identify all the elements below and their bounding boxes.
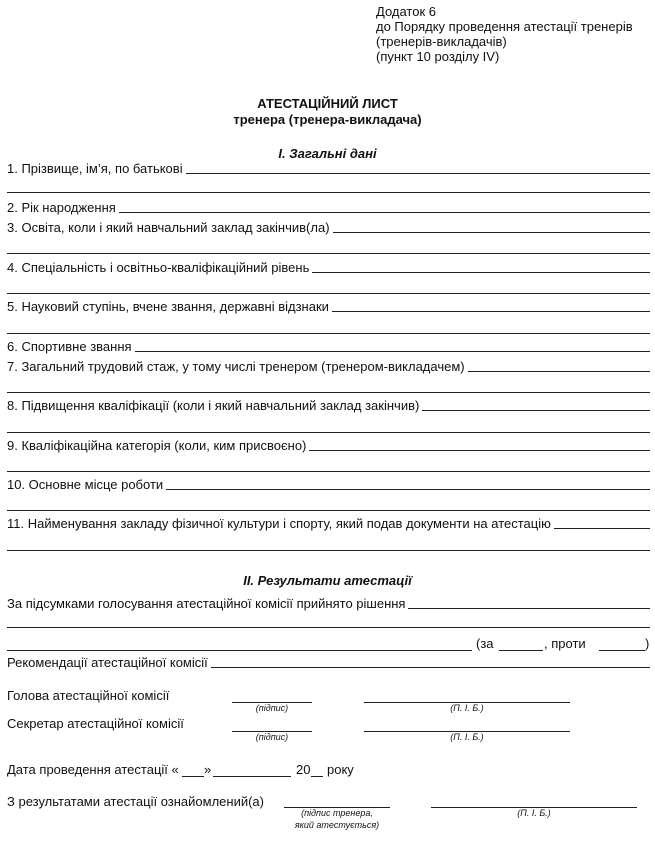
field-label: 10. Основне місце роботи bbox=[7, 477, 164, 492]
blank-line[interactable] bbox=[7, 392, 650, 393]
vote-against-input-line[interactable] bbox=[599, 650, 645, 651]
field-sport-title bbox=[7, 339, 650, 354]
blank-line[interactable] bbox=[7, 510, 650, 511]
field-label: 4. Спеціальність і освітньо-кваліфікаційний рівень bbox=[7, 260, 310, 275]
chair-signature-caption: (підпис) bbox=[255, 703, 289, 713]
blank-line[interactable] bbox=[7, 550, 650, 551]
vote-for-input-line[interactable] bbox=[499, 650, 543, 651]
field-label: 1. Прізвище, ім’я, по батькові bbox=[7, 161, 183, 176]
trainee-signature-caption-2: який атестується) bbox=[294, 820, 380, 830]
field-recommendations bbox=[7, 655, 650, 670]
secretary-label: Секретар атестаційної комісії bbox=[7, 716, 184, 731]
field-decision bbox=[7, 596, 650, 611]
document-title: АТЕСТАЦІЙНИЙ ЛИСТ bbox=[257, 96, 398, 111]
appendix-number: Додаток 6 bbox=[376, 4, 436, 19]
secretary-signature-caption: (підпис) bbox=[255, 732, 289, 742]
field-qualification-upgrade bbox=[7, 398, 650, 413]
field-label: 8. Підвищення кваліфікації (коли і який навчальний заклад закінчив) bbox=[7, 398, 420, 413]
qualification-category-input-line[interactable] bbox=[309, 450, 650, 451]
decision-continuation-line[interactable] bbox=[7, 650, 472, 651]
field-qualification-category bbox=[7, 438, 650, 453]
date-month-line[interactable] bbox=[213, 776, 291, 777]
blank-line[interactable] bbox=[7, 432, 650, 433]
field-label: 5. Науковий ступінь, вчене звання, державні відзнаки bbox=[7, 299, 329, 314]
education-input-line[interactable] bbox=[333, 232, 650, 233]
field-workplace bbox=[7, 477, 650, 492]
vote-for-label: (за bbox=[476, 636, 494, 651]
field-full-name bbox=[7, 161, 650, 176]
decision-input-line[interactable] bbox=[408, 608, 650, 609]
appendix-reference-2: (тренерів-викладачів) bbox=[376, 34, 507, 49]
field-label: 3. Освіта, коли і який навчальний заклад закінчив(ла) bbox=[7, 220, 330, 235]
field-label: Рекомендації атестаційної комісії bbox=[7, 655, 208, 670]
degree-input-line[interactable] bbox=[332, 311, 650, 312]
blank-line[interactable] bbox=[7, 627, 650, 628]
blank-line[interactable] bbox=[7, 471, 650, 472]
field-label: 9. Кваліфікаційна категорія (коли, ким присвоєно) bbox=[7, 438, 307, 453]
field-birth-year bbox=[7, 200, 650, 215]
blank-line[interactable] bbox=[7, 333, 650, 334]
blank-line[interactable] bbox=[7, 192, 650, 193]
appendix-clause: (пункт 10 розділу IV) bbox=[376, 49, 500, 64]
blank-line[interactable] bbox=[7, 253, 650, 254]
date-day-line[interactable] bbox=[182, 776, 204, 777]
date-year-line[interactable] bbox=[311, 776, 323, 777]
vote-close-paren: ) bbox=[645, 636, 650, 651]
field-work-experience bbox=[7, 359, 650, 374]
chair-label: Голова атестаційної комісії bbox=[7, 688, 170, 703]
field-label: 7. Загальний трудовий стаж, у тому числі тренером (тренером-викладачем) bbox=[7, 359, 465, 374]
work-experience-input-line[interactable] bbox=[468, 371, 650, 372]
acquainted-label: З результатами атестації ознайомлений(а) bbox=[7, 794, 264, 809]
field-label: 6. Спортивне звання bbox=[7, 339, 132, 354]
blank-line[interactable] bbox=[7, 293, 650, 294]
field-label: 11. Найменування закладу фізичної культури і спорту, який подав документи на атестацію bbox=[7, 516, 551, 531]
date-year-prefix: 20 bbox=[296, 762, 311, 777]
field-education bbox=[7, 220, 650, 235]
section-1-heading: I. Загальні дані bbox=[278, 146, 377, 161]
document-subtitle: тренера (тренера-викладача) bbox=[233, 112, 422, 127]
trainee-signature-caption: (підпис тренера, bbox=[301, 808, 373, 818]
chair-name-caption: (П. І. Б.) bbox=[450, 703, 484, 713]
institution-input-line[interactable] bbox=[554, 528, 650, 529]
field-label: 2. Рік народження bbox=[7, 200, 116, 215]
recommendations-input-line[interactable] bbox=[211, 667, 650, 668]
vote-against-label: , проти bbox=[544, 636, 586, 651]
qualification-upgrade-input-line[interactable] bbox=[422, 410, 650, 411]
date-year-suffix: року bbox=[327, 762, 354, 777]
full-name-input-line[interactable] bbox=[186, 173, 650, 174]
birth-year-input-line[interactable] bbox=[119, 212, 650, 213]
sport-title-input-line[interactable] bbox=[135, 351, 650, 352]
section-2-heading: II. Результати атестації bbox=[243, 573, 412, 588]
workplace-input-line[interactable] bbox=[166, 489, 650, 490]
field-specialty bbox=[7, 260, 650, 275]
specialty-input-line[interactable] bbox=[312, 272, 650, 273]
date-label: Дата проведення атестації « bbox=[7, 762, 179, 777]
appendix-reference: до Порядку проведення атестації тренерів bbox=[376, 19, 633, 34]
date-quote-close: » bbox=[204, 762, 212, 777]
field-degree bbox=[7, 299, 650, 314]
trainee-name-caption: (П. І. Б.) bbox=[517, 808, 551, 818]
secretary-name-caption: (П. І. Б.) bbox=[450, 732, 484, 742]
field-label: За підсумками голосування атестаційної комісії прийнято рішення bbox=[7, 596, 406, 611]
field-institution bbox=[7, 516, 650, 531]
